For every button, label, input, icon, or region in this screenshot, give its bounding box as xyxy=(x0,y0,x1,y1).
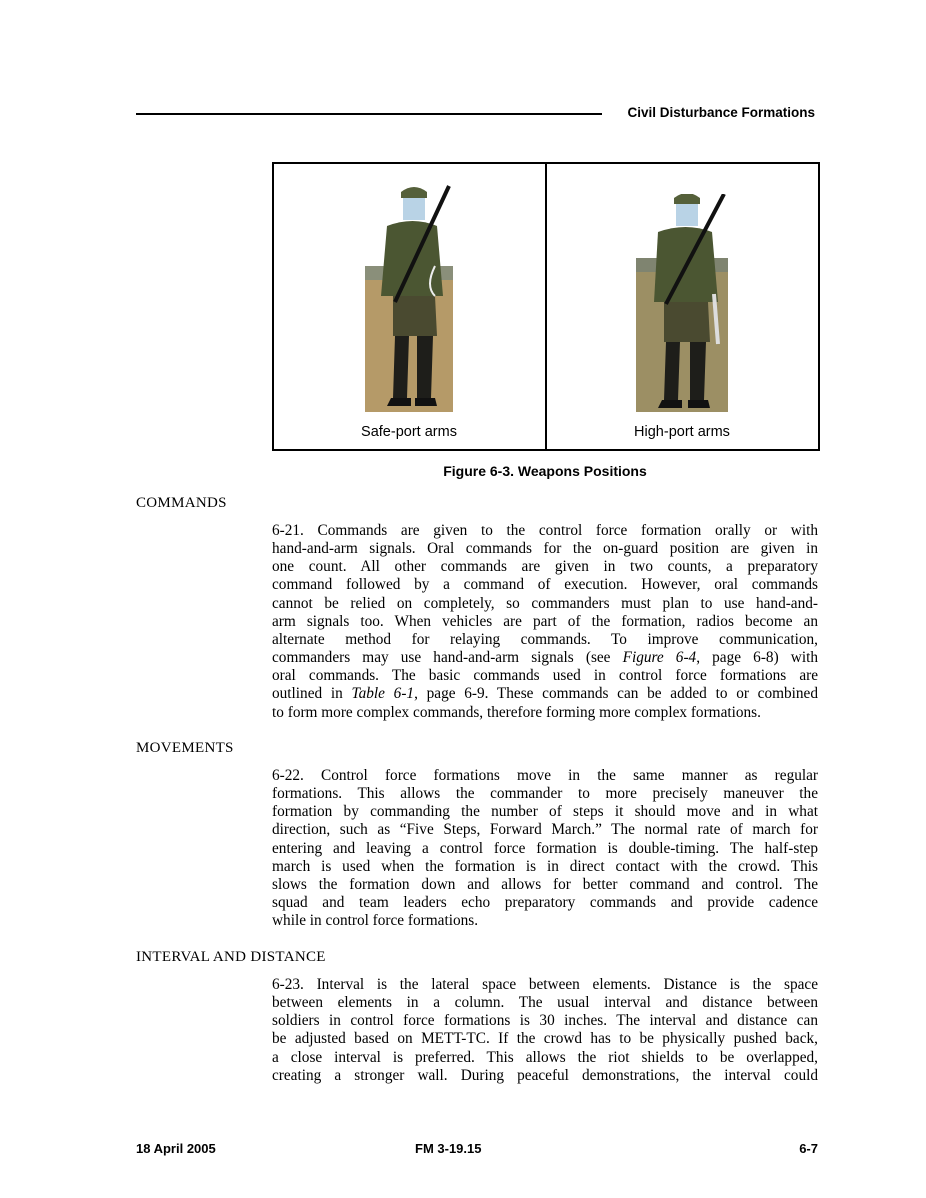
paragraph-line: direction, such as “Five Steps, Forward March.” The normal rate of march for xyxy=(272,821,818,839)
paragraph-line: command followed by a command of execution. However, oral commands xyxy=(272,576,818,594)
header-rule xyxy=(136,113,602,115)
paragraph-line: 6-21. Commands are given to the control force formation orally or with xyxy=(272,522,818,539)
figure-frame xyxy=(272,162,820,451)
footer-manual: FM 3-19.15 xyxy=(415,1141,482,1156)
paragraph-line: 6-23. Interval is the lateral space between elements. Distance is the space xyxy=(272,976,818,993)
paragraph-line: squad and team leaders echo preparatory commands and provide cadence xyxy=(272,894,818,912)
paragraph-line: one count. All other commands are given in two counts, a preparatory xyxy=(272,558,818,576)
paragraph-line: between elements in a column. The usual interval and distance between xyxy=(272,994,818,1012)
footer-date: 18 April 2005 xyxy=(136,1141,216,1156)
high-port-arms-photo xyxy=(636,194,730,412)
figure-divider xyxy=(545,164,547,449)
section-heading: COMMANDS xyxy=(136,495,227,511)
paragraph-line: slows the formation down and allows for better command and control. The xyxy=(272,875,818,893)
paragraph-line: alternate method for relaying commands. To improve communication, xyxy=(272,630,818,648)
paragraph-6-23 xyxy=(272,976,818,1085)
paragraph-line: commanders may use hand-and-arm signals (see Figure 6-4, page 6-8) with xyxy=(272,649,818,667)
paragraph-6-22 xyxy=(272,767,818,930)
paragraph-line: arm signals too. When vehicles are part of the formation, radios become an xyxy=(272,612,818,630)
running-title: Civil Disturbance Formations xyxy=(627,105,815,120)
paragraph-line: a close interval is preferred. This allows the riot shields to be overlapped, xyxy=(272,1048,818,1066)
paragraph-line: march is used when the formation is in direct contact with the crowd. This xyxy=(272,857,818,875)
paragraph-line: hand-and-arm signals. Oral commands for the on-guard position are given in xyxy=(272,540,818,558)
footer-page-number: 6-7 xyxy=(799,1141,818,1156)
paragraph-line: to form more complex commands, therefore forming more complex formations. xyxy=(272,703,761,721)
figure-caption: Figure 6-3. Weapons Positions xyxy=(443,463,647,479)
paragraph-line: 6-22. Control force formations move in the same manner as regular xyxy=(272,767,818,784)
paragraph-line: soldiers in control force formations is 30 inches. The interval and distance can xyxy=(272,1012,818,1030)
paragraph-line: be adjusted based on METT-TC. If the crowd has to be physically pushed back, xyxy=(272,1030,818,1048)
paragraph-line: entering and leaving a control force formation is double-timing. The half-step xyxy=(272,839,818,857)
section-heading: INTERVAL AND DISTANCE xyxy=(136,949,326,965)
paragraph-6-21 xyxy=(272,522,818,722)
paragraph-line: creating a stronger wall. During peaceful demonstrations, the interval could xyxy=(272,1066,818,1084)
panel-caption: Safe-port arms xyxy=(361,424,457,440)
safe-port-arms-photo xyxy=(365,184,455,412)
panel-caption: High-port arms xyxy=(634,424,730,440)
paragraph-line: formation by commanding the number of steps it should move and in what xyxy=(272,803,818,821)
paragraph-line: cannot be relied on completely, so commanders must plan to use hand-and- xyxy=(272,594,818,612)
paragraph-line: formations. This allows the commander to more precisely maneuver the xyxy=(272,785,818,803)
paragraph-line: while in control force formations. xyxy=(272,912,479,930)
paragraph-line: outlined in Table 6-1, page 6-9. These commands can be added to or combined xyxy=(272,685,818,703)
paragraph-line: oral commands. The basic commands used in control force formations are xyxy=(272,667,818,685)
section-heading: MOVEMENTS xyxy=(136,740,234,756)
